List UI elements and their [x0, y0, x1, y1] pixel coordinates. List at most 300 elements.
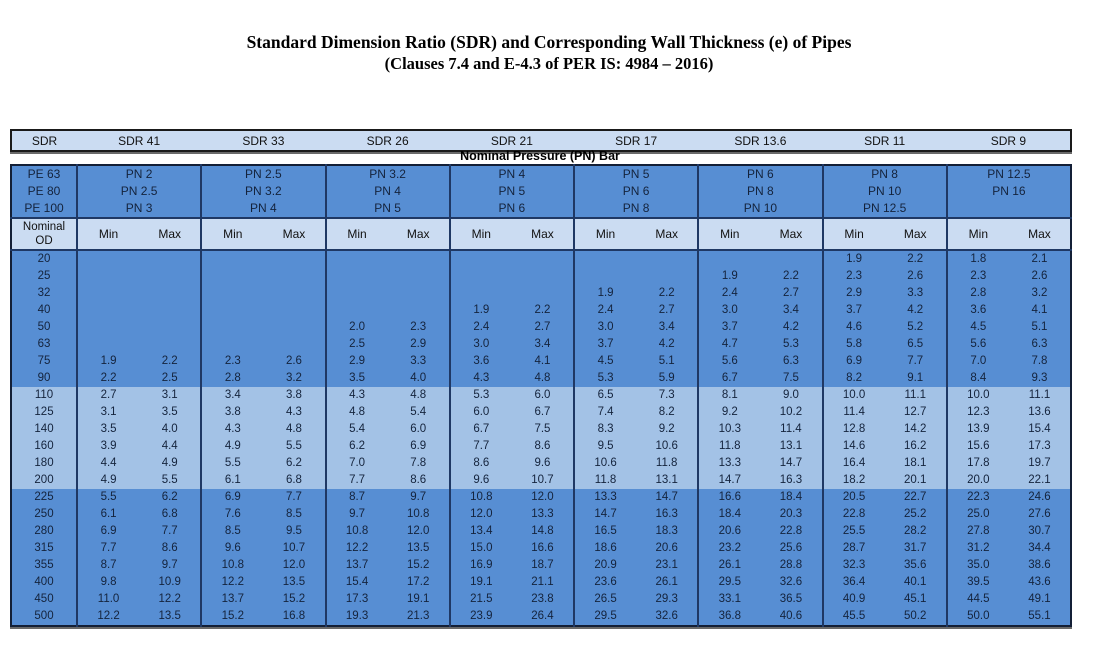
table-row [11, 489, 1071, 506]
min-header-cell: Min [326, 218, 388, 250]
max-value-cell: 14.2 [885, 421, 947, 438]
pn-rating-label: PN 4 [498, 167, 526, 181]
max-value-cell: 9.3 [1009, 370, 1071, 387]
pe-pn-cell [574, 165, 698, 218]
min-value-cell [77, 285, 139, 302]
min-value-cell: 8.2 [823, 370, 885, 387]
min-value-cell: 8.6 [450, 455, 512, 472]
max-header-cell: Max [636, 218, 698, 250]
min-value-cell: 23.6 [574, 574, 636, 591]
min-value-cell: 3.7 [574, 336, 636, 353]
max-value-cell [760, 250, 822, 268]
pn-rating-label: PN 5 [498, 184, 526, 198]
max-value-cell: 4.0 [388, 370, 450, 387]
max-value-cell: 16.6 [512, 540, 574, 557]
min-value-cell: 11.8 [574, 472, 636, 489]
min-value-cell: 36.4 [823, 574, 885, 591]
min-value-cell: 3.8 [201, 404, 263, 421]
max-value-cell: 24.6 [1009, 489, 1071, 506]
min-value-cell: 6.7 [698, 370, 760, 387]
max-value-cell: 34.4 [1009, 540, 1071, 557]
max-value-cell: 8.2 [636, 404, 698, 421]
min-value-cell: 3.9 [77, 438, 139, 455]
od-cell: 250 [11, 506, 77, 523]
min-value-cell: 15.2 [201, 608, 263, 626]
max-value-cell: 5.1 [636, 353, 698, 370]
max-value-cell: 7.3 [636, 387, 698, 404]
max-value-cell: 11.8 [636, 455, 698, 472]
max-value-cell: 6.7 [512, 404, 574, 421]
min-value-cell: 4.8 [326, 404, 388, 421]
max-value-cell: 43.6 [1009, 574, 1071, 591]
max-value-cell: 2.2 [139, 353, 201, 370]
max-value-cell: 18.3 [636, 523, 698, 540]
min-header-cell: Min [201, 218, 263, 250]
max-value-cell: 55.1 [1009, 608, 1071, 626]
min-value-cell: 10.8 [326, 523, 388, 540]
nominal-od-header-cell [11, 218, 77, 250]
pn-rating-label: PN 3 [125, 201, 153, 215]
pipe-table [10, 164, 1072, 627]
od-cell: 280 [11, 523, 77, 540]
pn-rating-label: PN 16 [992, 184, 1026, 198]
max-value-cell: 3.2 [263, 370, 325, 387]
max-value-cell: 2.2 [885, 250, 947, 268]
max-value-cell: 6.0 [388, 421, 450, 438]
max-value-cell: 6.0 [512, 387, 574, 404]
min-value-cell: 2.0 [326, 319, 388, 336]
min-value-cell [201, 250, 263, 268]
max-value-cell: 4.0 [139, 421, 201, 438]
min-value-cell: 6.2 [326, 438, 388, 455]
max-value-cell: 2.7 [636, 302, 698, 319]
max-value-cell: 22.1 [1009, 472, 1071, 489]
max-value-cell: 4.2 [760, 319, 822, 336]
max-value-cell: 38.6 [1009, 557, 1071, 574]
od-cell: 63 [11, 336, 77, 353]
max-value-cell: 6.3 [760, 353, 822, 370]
min-value-cell: 9.7 [326, 506, 388, 523]
od-cell: 500 [11, 608, 77, 626]
max-value-cell: 11.1 [885, 387, 947, 404]
nominal-od-header-line: Nominal [22, 221, 66, 233]
min-value-cell: 35.0 [947, 557, 1009, 574]
pn-rating-label: PN 10 [867, 184, 902, 198]
max-value-cell: 40.1 [885, 574, 947, 591]
pe-pn-cell [698, 165, 822, 218]
max-value-cell: 28.2 [885, 523, 947, 540]
sdr-group-label: SDR 33 [201, 130, 325, 151]
min-value-cell: 19.3 [326, 608, 388, 626]
max-value-cell: 9.0 [760, 387, 822, 404]
min-value-cell: 3.4 [201, 387, 263, 404]
max-value-cell: 2.2 [512, 302, 574, 319]
min-value-cell: 50.0 [947, 608, 1009, 626]
min-value-cell: 2.8 [947, 285, 1009, 302]
max-value-cell: 7.7 [263, 489, 325, 506]
min-value-cell: 32.3 [823, 557, 885, 574]
max-value-cell: 13.5 [263, 574, 325, 591]
min-value-cell: 12.2 [77, 608, 139, 626]
min-value-cell: 2.4 [574, 302, 636, 319]
min-value-cell: 7.0 [947, 353, 1009, 370]
max-value-cell: 5.5 [263, 438, 325, 455]
min-value-cell: 18.2 [823, 472, 885, 489]
max-value-cell: 40.6 [760, 608, 822, 626]
min-value-cell: 8.1 [698, 387, 760, 404]
max-header-cell: Max [760, 218, 822, 250]
pn-rating-label: PN 10 [743, 201, 778, 215]
min-value-cell: 3.7 [823, 302, 885, 319]
max-value-cell: 22.7 [885, 489, 947, 506]
min-value-cell: 6.7 [450, 421, 512, 438]
max-value-cell: 25.2 [885, 506, 947, 523]
max-value-cell: 3.1 [139, 387, 201, 404]
max-value-cell [139, 268, 201, 285]
min-value-cell: 22.3 [947, 489, 1009, 506]
pn-rating-label [948, 200, 1070, 217]
min-value-cell: 4.9 [77, 472, 139, 489]
min-value-cell: 1.9 [698, 268, 760, 285]
max-value-cell: 2.9 [388, 336, 450, 353]
max-value-cell: 10.7 [263, 540, 325, 557]
min-value-cell: 26.1 [698, 557, 760, 574]
max-value-cell: 30.7 [1009, 523, 1071, 540]
max-value-cell: 21.3 [388, 608, 450, 626]
max-value-cell: 7.5 [760, 370, 822, 387]
max-value-cell: 29.3 [636, 591, 698, 608]
max-value-cell: 2.7 [760, 285, 822, 302]
min-value-cell: 2.7 [77, 387, 139, 404]
min-value-cell: 7.0 [326, 455, 388, 472]
sdr-group-label: SDR 26 [326, 130, 450, 151]
max-value-cell [139, 250, 201, 268]
max-value-cell: 5.3 [760, 336, 822, 353]
max-value-cell: 15.2 [388, 557, 450, 574]
min-value-cell: 25.0 [947, 506, 1009, 523]
min-value-cell [326, 285, 388, 302]
max-value-cell: 18.1 [885, 455, 947, 472]
max-value-cell: 7.5 [512, 421, 574, 438]
max-value-cell: 7.8 [388, 455, 450, 472]
max-value-cell: 32.6 [636, 608, 698, 626]
min-value-cell: 6.9 [77, 523, 139, 540]
min-value-cell: 3.0 [574, 319, 636, 336]
min-value-cell: 5.6 [947, 336, 1009, 353]
min-value-cell: 2.4 [698, 285, 760, 302]
od-cell: 110 [11, 387, 77, 404]
min-value-cell: 28.7 [823, 540, 885, 557]
max-value-cell: 14.8 [512, 523, 574, 540]
min-value-cell: 18.4 [698, 506, 760, 523]
od-cell: 160 [11, 438, 77, 455]
pn-rating-label: PN 2.5 [120, 184, 158, 198]
max-value-cell: 4.4 [139, 438, 201, 455]
min-value-cell: 4.3 [326, 387, 388, 404]
pe-pn-cell [77, 165, 201, 218]
min-value-cell [698, 250, 760, 268]
pn-rating-label: PN 5 [374, 201, 401, 215]
min-value-cell [201, 302, 263, 319]
max-header-cell: Max [885, 218, 947, 250]
min-value-cell: 6.5 [574, 387, 636, 404]
max-value-cell: 4.1 [1009, 302, 1071, 319]
pe-material-label: PE 63 [27, 167, 61, 181]
min-value-cell: 2.4 [450, 319, 512, 336]
min-value-cell: 33.1 [698, 591, 760, 608]
od-cell: 20 [11, 250, 77, 268]
min-value-cell: 13.4 [450, 523, 512, 540]
max-value-cell: 23.8 [512, 591, 574, 608]
max-value-cell: 7.7 [885, 353, 947, 370]
max-value-cell: 8.6 [388, 472, 450, 489]
od-cell: 450 [11, 591, 77, 608]
min-value-cell: 16.6 [698, 489, 760, 506]
max-value-cell: 23.1 [636, 557, 698, 574]
max-value-cell: 50.2 [885, 608, 947, 626]
min-header-cell: Min [450, 218, 512, 250]
max-value-cell: 15.2 [263, 591, 325, 608]
max-value-cell: 3.2 [1009, 285, 1071, 302]
max-value-cell: 17.3 [1009, 438, 1071, 455]
min-header-cell: Min [574, 218, 636, 250]
max-value-cell: 6.5 [885, 336, 947, 353]
min-value-cell [77, 250, 139, 268]
min-value-cell: 11.0 [77, 591, 139, 608]
max-value-cell: 8.5 [263, 506, 325, 523]
min-value-cell [201, 336, 263, 353]
max-value-cell [263, 268, 325, 285]
max-value-cell: 27.6 [1009, 506, 1071, 523]
pn-rating-label: PN 12.5 [862, 201, 907, 215]
min-header-cell: Min [947, 218, 1009, 250]
pe-pn-cell [947, 165, 1071, 218]
max-value-cell: 12.0 [388, 523, 450, 540]
min-value-cell: 22.8 [823, 506, 885, 523]
page-subtitle: (Clauses 7.4 and E-4.3 of PER IS: 4984 – 2016) [384, 54, 714, 73]
pe-pn-cell [823, 165, 947, 218]
min-value-cell: 2.9 [823, 285, 885, 302]
min-value-cell: 17.8 [947, 455, 1009, 472]
min-value-cell: 3.5 [326, 370, 388, 387]
table-row [11, 370, 1071, 387]
min-header-cell: Min [823, 218, 885, 250]
min-value-cell: 10.8 [201, 557, 263, 574]
pe-header-row [11, 165, 1071, 218]
min-header-cell: Min [77, 218, 139, 250]
min-value-cell: 5.8 [823, 336, 885, 353]
max-value-cell: 4.8 [263, 421, 325, 438]
table-row [11, 438, 1071, 455]
max-value-cell [388, 250, 450, 268]
min-value-cell: 1.9 [450, 302, 512, 319]
table-row [11, 557, 1071, 574]
min-value-cell: 7.7 [450, 438, 512, 455]
pn-rating-label: PN 4 [250, 201, 277, 215]
min-value-cell: 6.9 [823, 353, 885, 370]
min-value-cell: 4.3 [450, 370, 512, 387]
od-cell: 400 [11, 574, 77, 591]
max-value-cell: 16.2 [885, 438, 947, 455]
max-value-cell: 2.6 [885, 268, 947, 285]
max-value-cell [388, 268, 450, 285]
max-value-cell: 2.5 [139, 370, 201, 387]
min-value-cell: 39.5 [947, 574, 1009, 591]
min-value-cell [450, 285, 512, 302]
max-value-cell: 3.3 [388, 353, 450, 370]
min-value-cell: 40.9 [823, 591, 885, 608]
max-value-cell: 12.2 [139, 591, 201, 608]
od-cell: 90 [11, 370, 77, 387]
min-value-cell: 2.3 [947, 268, 1009, 285]
sdr-group-label: SDR 9 [947, 130, 1071, 151]
min-value-cell: 12.2 [201, 574, 263, 591]
table-row [11, 574, 1071, 591]
pe-pn-cell [450, 165, 574, 218]
max-value-cell: 9.6 [512, 455, 574, 472]
min-value-cell: 5.5 [201, 455, 263, 472]
min-value-cell [574, 250, 636, 268]
max-value-cell: 13.1 [636, 472, 698, 489]
pn-rating-label: PN 8 [622, 201, 650, 215]
max-value-cell: 11.1 [1009, 387, 1071, 404]
min-value-cell: 6.0 [450, 404, 512, 421]
table-row [11, 404, 1071, 421]
max-value-cell [139, 319, 201, 336]
max-value-cell: 4.3 [263, 404, 325, 421]
max-value-cell: 6.9 [388, 438, 450, 455]
max-value-cell: 9.7 [139, 557, 201, 574]
pe-pn-cell [326, 165, 450, 218]
od-cell: 225 [11, 489, 77, 506]
min-value-cell: 13.7 [326, 557, 388, 574]
min-value-cell: 9.5 [574, 438, 636, 455]
min-value-cell [77, 268, 139, 285]
min-value-cell: 12.0 [450, 506, 512, 523]
min-value-cell: 31.2 [947, 540, 1009, 557]
min-value-cell: 8.3 [574, 421, 636, 438]
min-value-cell: 12.2 [326, 540, 388, 557]
min-value-cell: 20.0 [947, 472, 1009, 489]
max-value-cell: 15.4 [1009, 421, 1071, 438]
nominal-od-header-line: OD [35, 235, 53, 247]
max-value-cell: 5.9 [636, 370, 698, 387]
min-value-cell: 13.9 [947, 421, 1009, 438]
max-value-cell: 3.4 [512, 336, 574, 353]
min-value-cell: 3.0 [450, 336, 512, 353]
sdr-group-label: SDR 21 [450, 130, 574, 151]
max-value-cell: 6.8 [263, 472, 325, 489]
table-row [11, 353, 1071, 370]
max-value-cell [263, 336, 325, 353]
max-value-cell: 9.1 [885, 370, 947, 387]
max-header-cell: Max [512, 218, 574, 250]
min-value-cell [450, 250, 512, 268]
min-value-cell: 6.1 [201, 472, 263, 489]
max-value-cell: 14.7 [760, 455, 822, 472]
max-value-cell: 12.0 [263, 557, 325, 574]
table-row [11, 421, 1071, 438]
nominal-pressure-label: Nominal Pressure (PN) Bar [460, 149, 620, 163]
max-value-cell: 13.5 [388, 540, 450, 557]
min-value-cell [326, 268, 388, 285]
max-value-cell: 5.5 [139, 472, 201, 489]
min-value-cell: 2.9 [326, 353, 388, 370]
pn-rating-label: PN 8 [871, 167, 898, 181]
min-value-cell: 13.7 [201, 591, 263, 608]
max-value-cell: 5.2 [885, 319, 947, 336]
min-value-cell: 20.9 [574, 557, 636, 574]
max-value-cell: 22.8 [760, 523, 822, 540]
min-value-cell: 25.5 [823, 523, 885, 540]
max-value-cell: 6.8 [139, 506, 201, 523]
max-value-cell: 19.7 [1009, 455, 1071, 472]
max-value-cell: 13.5 [139, 608, 201, 626]
min-value-cell: 4.5 [947, 319, 1009, 336]
pn-rating-label: PN 6 [747, 167, 774, 181]
max-value-cell: 4.1 [512, 353, 574, 370]
min-value-cell: 4.5 [574, 353, 636, 370]
od-cell: 140 [11, 421, 77, 438]
min-value-cell: 23.9 [450, 608, 512, 626]
max-value-cell: 26.1 [636, 574, 698, 591]
max-value-cell: 32.6 [760, 574, 822, 591]
min-value-cell: 13.3 [574, 489, 636, 506]
min-value-cell: 4.3 [201, 421, 263, 438]
min-value-cell: 21.5 [450, 591, 512, 608]
min-value-cell: 7.7 [77, 540, 139, 557]
min-value-cell: 11.4 [823, 404, 885, 421]
max-value-cell: 2.7 [512, 319, 574, 336]
min-value-cell: 12.3 [947, 404, 1009, 421]
min-value-cell: 3.6 [947, 302, 1009, 319]
od-cell: 355 [11, 557, 77, 574]
min-value-cell: 4.9 [201, 438, 263, 455]
max-value-cell [636, 250, 698, 268]
max-value-cell: 21.1 [512, 574, 574, 591]
min-value-cell: 10.8 [450, 489, 512, 506]
min-value-cell: 4.4 [77, 455, 139, 472]
pn-rating-label: PN 8 [747, 184, 774, 198]
sdr-group-label: SDR 17 [574, 130, 698, 151]
min-value-cell: 9.2 [698, 404, 760, 421]
max-value-cell [512, 285, 574, 302]
sdr-corner-label: SDR [11, 130, 77, 151]
max-value-cell [636, 268, 698, 285]
min-value-cell: 29.5 [698, 574, 760, 591]
max-header-cell: Max [388, 218, 450, 250]
min-value-cell: 3.0 [698, 302, 760, 319]
min-value-cell: 12.8 [823, 421, 885, 438]
max-value-cell: 2.3 [388, 319, 450, 336]
min-value-cell: 20.6 [698, 523, 760, 540]
max-value-cell: 9.7 [388, 489, 450, 506]
min-value-cell: 36.8 [698, 608, 760, 626]
max-value-cell [512, 250, 574, 268]
min-value-cell: 5.6 [698, 353, 760, 370]
min-value-cell: 1.9 [77, 353, 139, 370]
od-cell: 200 [11, 472, 77, 489]
max-value-cell: 18.4 [760, 489, 822, 506]
max-value-cell: 20.1 [885, 472, 947, 489]
pn-rating-label: PN 3.2 [369, 167, 406, 181]
page-title: Standard Dimension Ratio (SDR) and Corresponding Wall Thickness (e) of Pipes [246, 32, 852, 52]
max-header-cell: Max [139, 218, 201, 250]
max-value-cell: 35.6 [885, 557, 947, 574]
table-row [11, 268, 1071, 285]
max-value-cell: 10.9 [139, 574, 201, 591]
min-value-cell: 18.6 [574, 540, 636, 557]
